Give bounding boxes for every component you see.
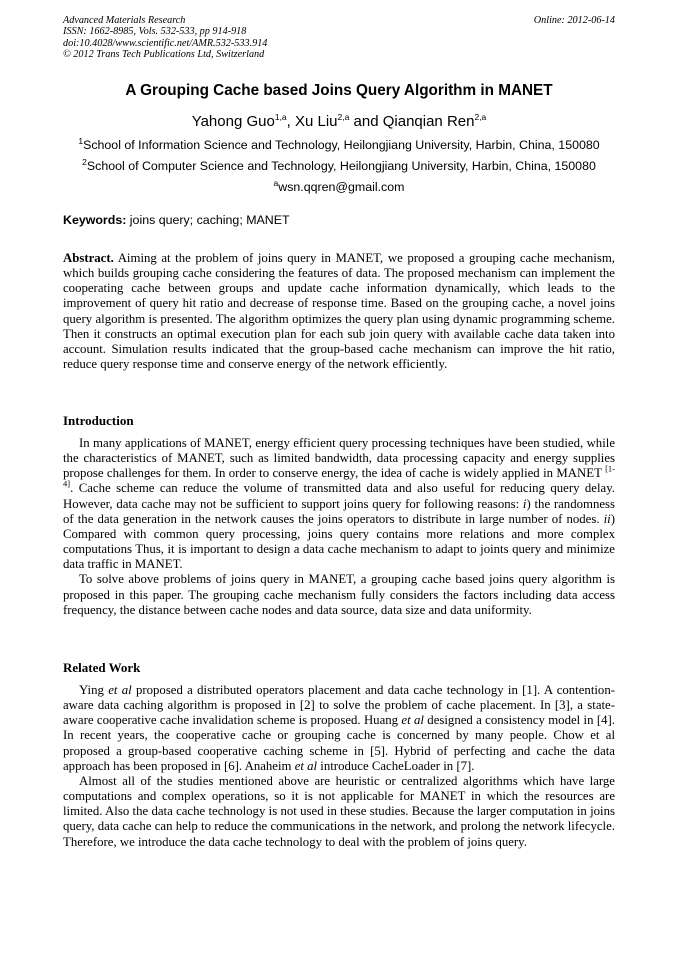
affiliation-1 bbox=[0, 135, 678, 152]
paper-title: A Grouping Cache based Joins Query Algorithm in MANET bbox=[125, 82, 553, 99]
text-run: . Cache scheme can reduce the volume of transmitted data and also useful for reducing query delay. However, data cache may not be sufficient to support joins query for following reasons: bbox=[63, 481, 615, 511]
author-superscript: 1,a bbox=[274, 112, 287, 122]
keywords-text: joins query; caching; MANET bbox=[126, 213, 290, 227]
keywords-label: Keywords: bbox=[63, 213, 127, 227]
abstract bbox=[63, 251, 615, 372]
author-separator: , bbox=[286, 113, 295, 130]
related-work-paragraph-1 bbox=[63, 683, 615, 774]
author-name: Xu Liu bbox=[294, 113, 338, 130]
copyright-line: © 2012 Trans Tech Publications Ltd, Switzerland bbox=[63, 48, 265, 60]
keywords-line bbox=[63, 213, 615, 227]
journal-name: Advanced Materials Research bbox=[63, 15, 186, 26]
author-superscript: 2,a bbox=[337, 112, 350, 122]
related-work-paragraph-2: Almost all of the studies mentioned above are heuristic or centralized algorithms which have large computations and complex operations, so it is not applicable for MANET in which the resources are limited. Also the data cache technology is not used in these studies. Because the larger computation in joins query, data cache can help to reduce the communications in the network, and prolong the network lifecycle. Therefore, we introduce the data cache technology to deal with the problem of joins query. bbox=[63, 773, 615, 849]
author-name: Yahong Guo bbox=[191, 113, 275, 130]
introduction-paragraph-1 bbox=[63, 436, 615, 572]
abstract-text: Aiming at the problem of joins query in MANET, we proposed a grouping cache mechanism, which builds grouping cache considering the features of data. The proposed mechanism can implement the cooperating cache between groups and update cache information dynamically, which leads to the improvement of query hit ratio and decrease of response time. Based on the grouping cache, a novel joins query algorithm is presented. The algorithm optimizes the query plan using dynamic programming scheme. Then it constructs an optimal execution plan for each sub join query with available cache data taken into account. Simulation results indicated that the group-based cache mechanism can improve the hit ratio, reduce query response time and conserve energy of the network efficiently. bbox=[63, 251, 615, 372]
email-superscript: a bbox=[273, 177, 279, 188]
abstract-label: Abstract. bbox=[63, 251, 114, 265]
text-run: Ying bbox=[79, 683, 109, 697]
author-superscript: 2,a bbox=[474, 112, 487, 122]
affiliation-superscript: 1 bbox=[78, 135, 84, 146]
online-date: Online: 2012-06-14 bbox=[533, 15, 615, 26]
text-run: designed a consistency model in [4]. In recent years, the cooperative cache or grouping cache is concerned by many people. Chow et al proposed a group-based cooperative caching scheme in [5]. Hybrid of perfecting and cache the data approach has been proposed in [6]. Anaheim bbox=[63, 713, 615, 773]
text-run: introduce CacheLoader in [7]. bbox=[317, 758, 475, 773]
text-run: ) the randomness of the data generation in the network causes the joins operators to distribute in large number of nodes. bbox=[63, 496, 615, 526]
related-work-body bbox=[63, 683, 615, 850]
affiliation-text: School of Computer Science and Technology, Heilongjiang University, Harbin, China, 150080 bbox=[86, 159, 596, 173]
email-text: wsn.qqren@gmail.com bbox=[278, 180, 405, 194]
contact-email bbox=[0, 177, 678, 194]
text-run-italic: ii bbox=[603, 511, 611, 526]
affiliation-text: School of Information Science and Technology, Heilongjiang University, Harbin, China, 150080 bbox=[83, 138, 600, 152]
text-run-italic: et al bbox=[108, 683, 132, 697]
section-heading-related-work: Related Work bbox=[63, 660, 141, 675]
author-list bbox=[0, 113, 678, 130]
text-run: In many applications of MANET, energy efficient query processing techniques have been studied, while the characteristics of MANET, such as limited bandwidth, data processing capacity and energy supplies propose challenges for them. In order to conserve energy, the idea of cache is widely applied in MANET bbox=[63, 436, 615, 481]
text-run: ) Compared with common query processing, joins query contains more relations and more complex computations Thus, it is important to design a data cache mechanism to adapt to joints query and minimize data traffic in MANET. bbox=[63, 511, 615, 572]
introduction-body bbox=[63, 436, 615, 618]
affiliation-superscript: 2 bbox=[82, 156, 87, 167]
issn-line: ISSN: 1662-8985, Vols. 532-533, pp 914-918 bbox=[63, 26, 247, 38]
text-run-italic: i bbox=[522, 496, 527, 511]
introduction-paragraph-2: To solve above problems of joins query in MANET, a grouping cache based joins query algorithm is proposed in this paper. The grouping cache mechanism fully considers the factors including data access frequency, the distance between cache nodes and data source, data size and data uniformity. bbox=[63, 572, 615, 617]
text-run: proposed a distributed operators placement and data cache technology in [1]. A contention-aware data caching algorithm is proposed in [2] to solve the problem of cache placement. In [3], a state-aware cooperative cache invalidation scheme is proposed. Huang bbox=[63, 683, 615, 728]
affiliation-2 bbox=[0, 156, 678, 173]
section-heading-introduction: Introduction bbox=[63, 413, 134, 428]
author-separator: and bbox=[349, 113, 383, 130]
text-run-italic: et al bbox=[294, 758, 318, 773]
author-name: Qianqian Ren bbox=[382, 113, 475, 130]
citation-ref: [1-4] bbox=[63, 464, 615, 490]
text-run-italic: et al bbox=[401, 713, 424, 728]
journal-header bbox=[63, 15, 615, 60]
doi-line: doi:10.4028/www.scientific.net/AMR.532-533.914 bbox=[63, 37, 268, 49]
